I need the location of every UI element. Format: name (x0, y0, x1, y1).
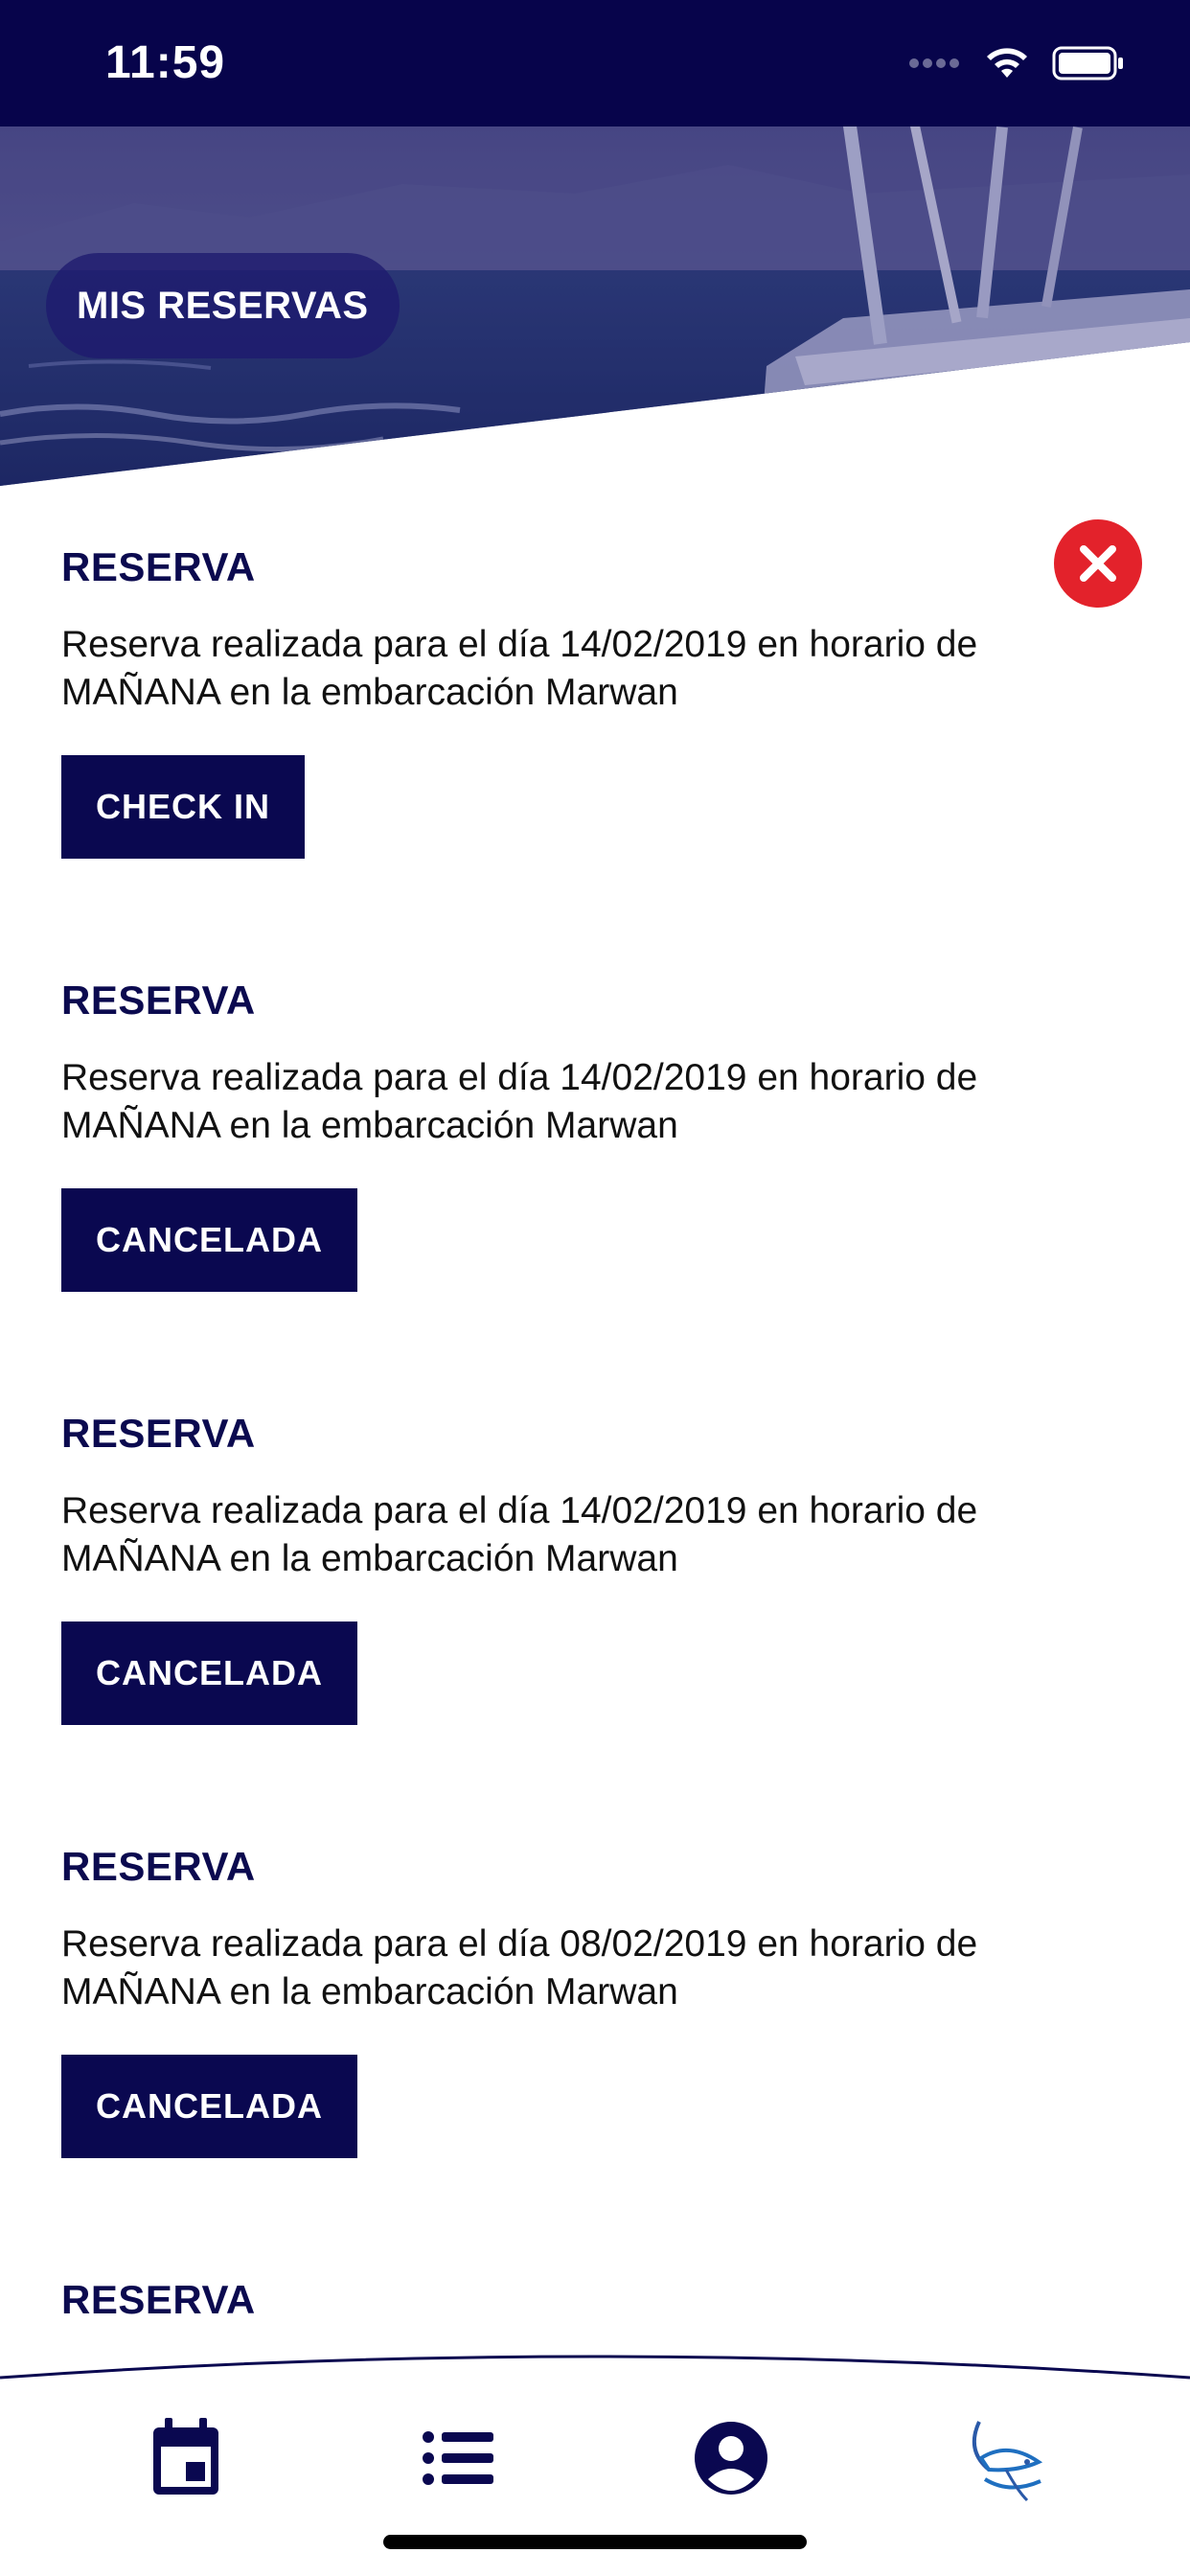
status-bar (0, 0, 1190, 126)
cancelled-status-button[interactable]: CANCELADA (61, 2055, 357, 2158)
reservation-card (61, 539, 1125, 859)
tab-brand[interactable] (949, 2410, 1064, 2506)
brand-logo-icon (960, 2412, 1052, 2504)
tabbar-top-curve (0, 2353, 1190, 2381)
reservation-description: Reserva realizada para el día 14/02/2019 en horario de MAÑANA en la embarcación Marwan (61, 624, 978, 713)
reservation-title: RESERVA (61, 2277, 256, 2322)
cancelled-status-button[interactable]: CANCELADA (61, 1188, 357, 1292)
list-icon (423, 2429, 493, 2487)
page-title: MIS RESERVAS (46, 253, 400, 358)
reservation-title: RESERVA (61, 978, 256, 1023)
wifi-icon (983, 45, 1031, 81)
reservation-card (61, 1405, 1125, 1725)
reservation-description: Reserva realizada para el día 08/02/2019 en horario de MAÑANA en la embarcación Marwan (61, 1923, 978, 2012)
reservation-card (61, 2271, 1125, 2329)
reservation-title: RESERVA (61, 1411, 256, 1456)
header (0, 126, 1190, 491)
status-time: 11:59 (105, 37, 226, 88)
reservations-list[interactable] (0, 491, 1190, 2359)
tab-account[interactable] (674, 2410, 789, 2506)
signal-icon (908, 57, 962, 70)
status-icons (908, 42, 1125, 84)
calendar-icon (149, 2418, 222, 2498)
reservation-description: Reserva realizada para el día 14/02/2019 en horario de MAÑANA en la embarcación Marwan (61, 1490, 978, 1579)
reservation-title: RESERVA (61, 1844, 256, 1889)
tab-calendar[interactable] (128, 2410, 243, 2506)
account-icon (693, 2420, 769, 2496)
reservation-title: RESERVA (61, 544, 256, 589)
reservation-description: Reserva realizada para el día 14/02/2019 en horario de MAÑANA en la embarcación Marwan (61, 1057, 978, 1146)
cancel-reservation-button[interactable] (1054, 519, 1142, 608)
battery-icon (1052, 46, 1125, 80)
check-in-button[interactable]: CHECK IN (61, 755, 305, 859)
reservation-card (61, 972, 1125, 1292)
close-icon (1076, 541, 1120, 586)
reservation-card (61, 1838, 1125, 2158)
cancelled-status-button[interactable]: CANCELADA (61, 1622, 357, 1725)
home-indicator (383, 2535, 807, 2549)
tab-list[interactable] (400, 2410, 515, 2506)
